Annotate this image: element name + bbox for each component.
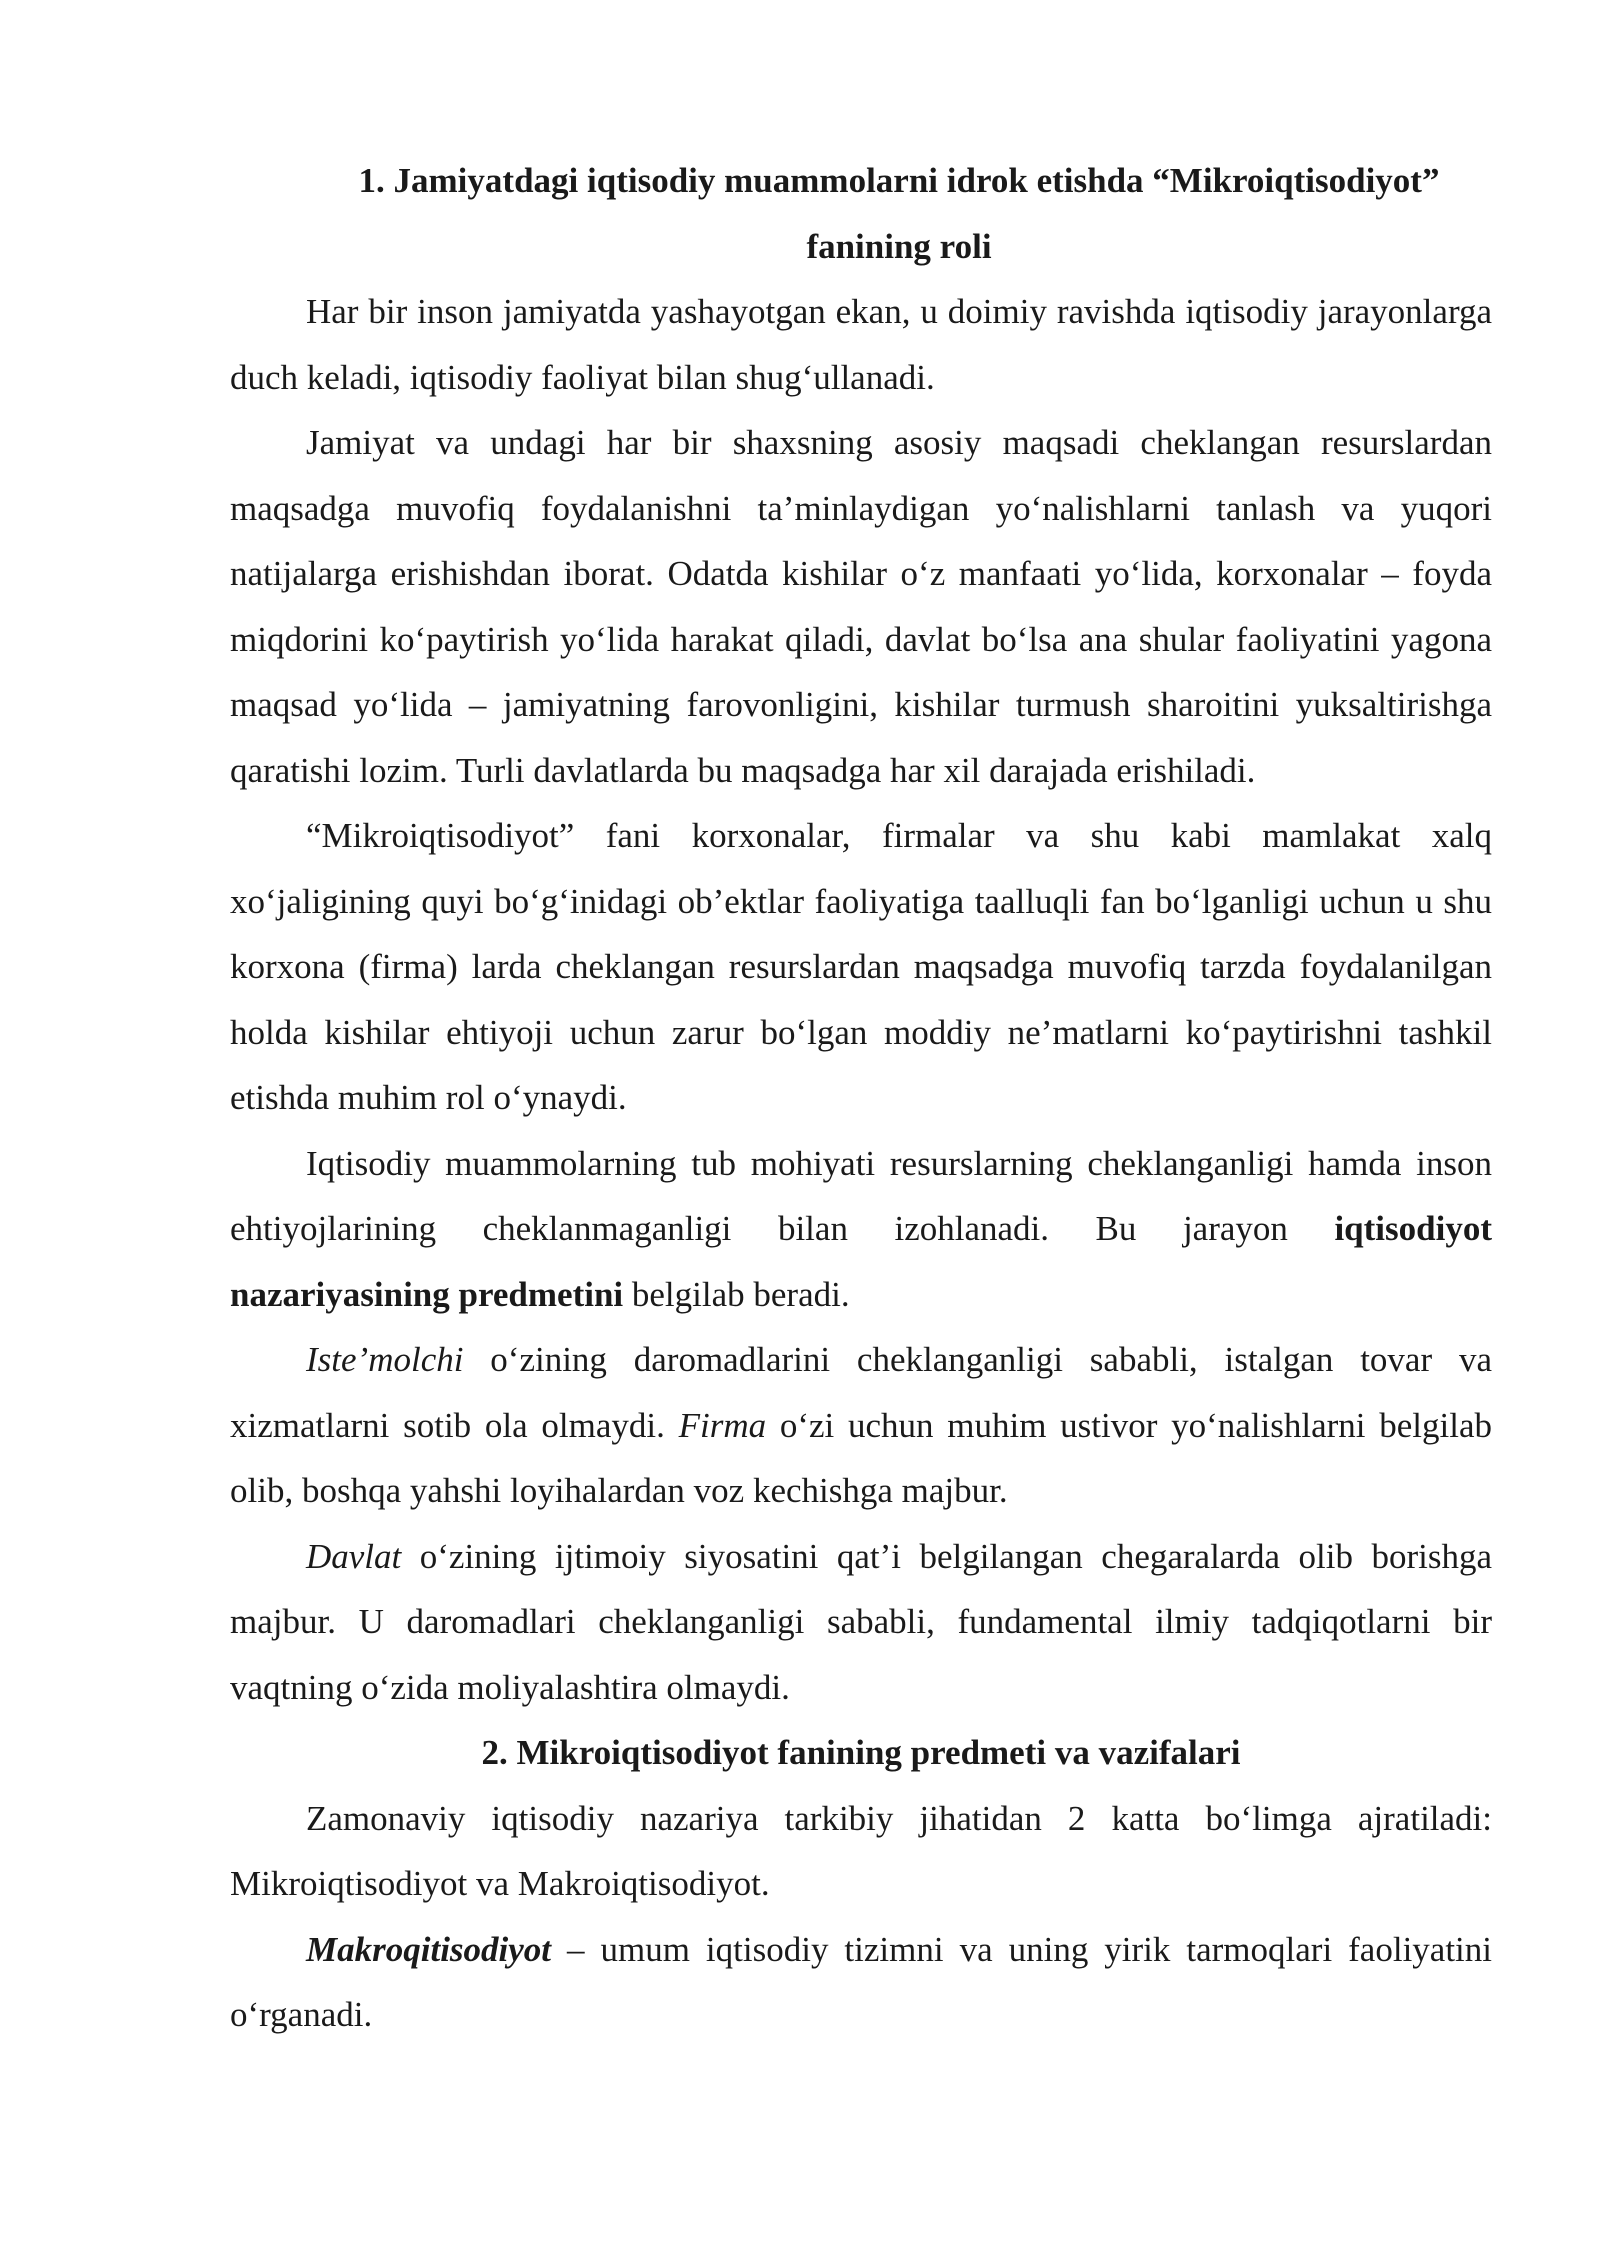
paragraph-3: “Mikroiqtisodiyot” fani korxonalar, firmalar va shu kabi mamlakat xalq xo‘jaligining quyi bo‘g‘inidagi ob’ektlar faoliyatiga taalluqli fan bo‘lganligi uchun u shu korxona (firma) larda cheklangan resurslardan maqsadga muvofiq tarzda foydalanilgan holda kishilar ehtiyoji uchun zarur bo‘lgan moddiy ne’matlarni ko‘paytirishni tashkil etishda muhim rol o‘ynaydi.	[230, 816, 1492, 1117]
paragraph-5-text-a: o‘zining daromadlarini cheklanganligi sababli, istalgan tovar va xizmatlarni sotib ola olmaydi.	[230, 1340, 1492, 1445]
paragraph-1: Har bir inson jamiyatda yashayotgan ekan, u doimiy ravishda iqtisodiy jarayonlarga duch keladi, iqtisodiy faoliyat bilan shug‘ullanadi.	[230, 292, 1492, 397]
paragraph-4-text-a: Iqtisodiy muammolarning tub mohiyati resurslarning cheklanganligi hamda inson ehtiyojlarining cheklanmaganligi bilan izohlanadi. Bu jarayon	[230, 1143, 1492, 1248]
section-1-heading-line-2: fanining roli	[806, 226, 992, 266]
paragraph-5-text-b: o‘zi uchun muhim ustivor yo‘nalishlarni belgilab olib, boshqa yahshi loyihalardan voz kechishga majbur.	[230, 1405, 1492, 1510]
paragraph-8-term: Makroqitisodiyot	[306, 1929, 552, 1969]
section-1-heading-line-1: 1. Jamiyatdagi iqtisodiy muammolarni idrok etishda “Mikroiqtisodiyot”	[358, 161, 1440, 200]
paragraph-4-text-b: belgilab beradi.	[623, 1274, 850, 1314]
section-2-heading: 2. Mikroiqtisodiyot fanining predmeti va vazifalari	[481, 1733, 1241, 1772]
paragraph-5-italic-term-2: Firma	[678, 1405, 767, 1445]
paragraph-6-italic-term: Davlat	[306, 1536, 402, 1576]
paragraph-6-text: o‘zining ijtimoiy siyosatini qat’i belgilangan chegaralarda olib borishga majbur. U daromadlari cheklanganligi sababli, fundamental ilmiy tadqiqotlarni bir vaqtning o‘zida moliyalashtira olmaydi.	[230, 1536, 1492, 1707]
paragraph-7: Zamonaviy iqtisodiy nazariya tarkibiy jihatidan 2 katta bo‘limga ajratiladi: Mikroiqtisodiyot va Makroiqtisodiyot.	[230, 1798, 1492, 1903]
paragraph-4	[230, 1131, 1492, 1328]
section-1-heading	[230, 148, 1492, 279]
paragraph-5-italic-term-1: Iste’molchi	[306, 1340, 464, 1379]
paragraph-2: Jamiyat va undagi har bir shaxsning asosiy maqsadi cheklangan resurslardan maqsadga muvofiq foydalanishni ta’minlaydigan yo‘nalishlarni tanlash va yuqori natijalarga erishishdan iborat. Odatda kishilar o‘z manfaati yo‘lida, korxonalar – foyda miqdorini ko‘paytirish yo‘lida harakat qiladi, davlat bo‘lsa ana shular faoliyatini yagona maqsad yo‘lida – jamiyatning farovonligini, kishilar turmush sharoitini yuksaltirishga qaratishi lozim. Turli davlatlarda bu maqsadga har xil darajada erishiladi.	[230, 423, 1492, 790]
paragraph-5	[230, 1327, 1492, 1524]
document-page	[230, 148, 1492, 2048]
paragraph-6	[230, 1524, 1492, 1721]
paragraph-8	[230, 1917, 1492, 2048]
paragraph-4-bold-term: iqtisodiyot nazariyasining predmetini	[230, 1209, 1492, 1314]
paragraph-8-text: – umum iqtisodiy tizimni va uning yirik tarmoqlari faoliyatini o‘rganadi.	[230, 1929, 1492, 2034]
